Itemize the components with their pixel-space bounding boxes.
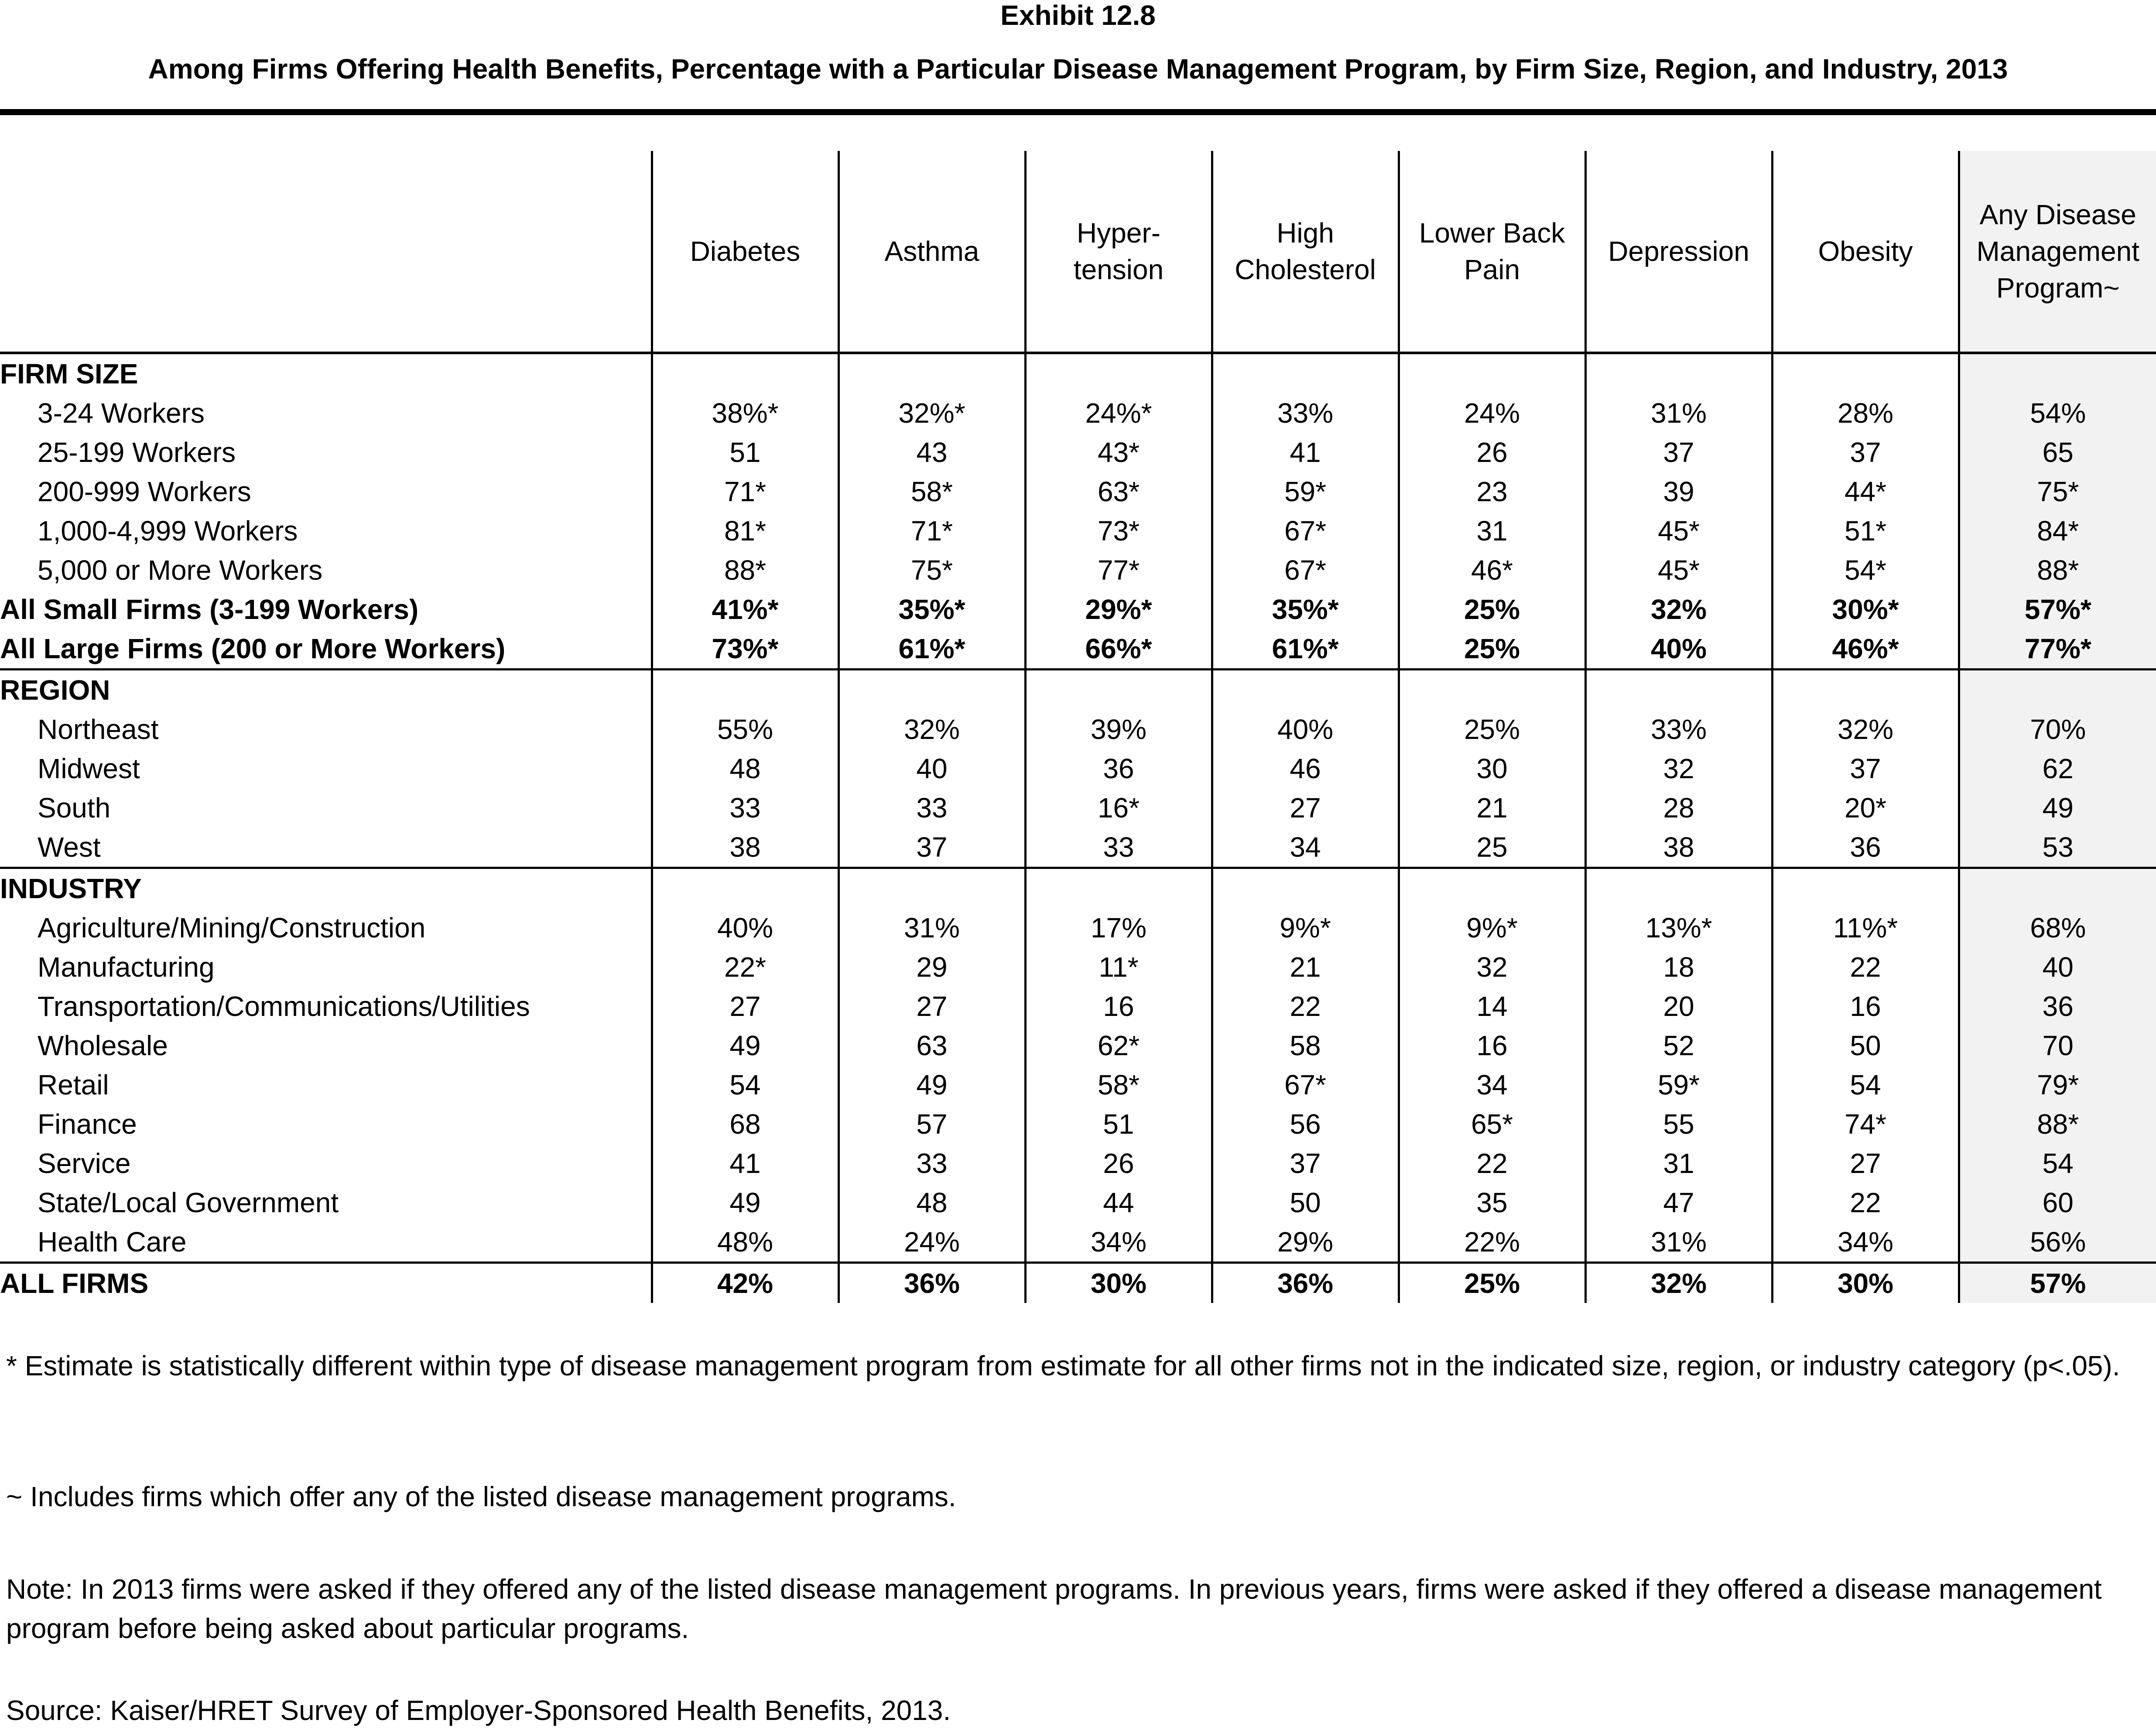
cell-value: 55: [1585, 1104, 1772, 1144]
cell-value: 11%*: [1772, 908, 1959, 947]
row-label: Midwest: [38, 753, 140, 784]
cell-value: 24%: [838, 1222, 1025, 1263]
exhibit-title: Among Firms Offering Health Benefits, Percentage with a Particular Disease Management Program, by Firm Size, Region, and Industry, 2013: [148, 53, 2008, 85]
table-row: [0, 788, 2156, 827]
cell-value: 42%: [652, 1263, 838, 1303]
cell-value: 35%*: [1212, 590, 1399, 629]
cell-value: 37: [1585, 433, 1772, 472]
cell-value: 45*: [1585, 511, 1772, 550]
table-row: [0, 550, 2156, 590]
section-industry: [0, 868, 2156, 909]
cell-value: 73*: [1025, 511, 1212, 550]
cell-value: 13%*: [1585, 908, 1772, 947]
cell-value: 35: [1399, 1183, 1585, 1222]
cell-value: 55%: [652, 710, 838, 749]
cell-value: 22*: [652, 947, 838, 987]
cell-value: 22: [1399, 1144, 1585, 1183]
cell-value: 49: [1959, 788, 2156, 827]
cell-value: 24%: [1399, 393, 1585, 433]
table-row: [0, 393, 2156, 433]
cell-value: 31%: [1585, 1222, 1772, 1263]
cell-value: 77*: [1025, 550, 1212, 590]
row-label: Finance: [38, 1108, 137, 1140]
row-label: Service: [38, 1148, 131, 1179]
cell-value: 60: [1959, 1183, 2156, 1222]
cell-value: 33: [838, 1144, 1025, 1183]
cell-value: 34: [1399, 1065, 1585, 1104]
cell-value: 74*: [1772, 1104, 1959, 1144]
cell-value: 26: [1399, 433, 1585, 472]
cell-value: 54%: [1959, 393, 2156, 433]
cell-value: 50: [1212, 1183, 1399, 1222]
cell-value: 21: [1212, 947, 1399, 987]
row-label: Transportation/Communications/Utilities: [38, 991, 530, 1022]
cell-value: 26: [1025, 1144, 1212, 1183]
row-label: Agriculture/Mining/Construction: [38, 912, 426, 944]
cell-value: 31: [1399, 511, 1585, 550]
cell-value: 71*: [652, 472, 838, 511]
cell-value: 9%*: [1399, 908, 1585, 947]
cell-value: 54: [1959, 1144, 2156, 1183]
cell-value: 88*: [652, 550, 838, 590]
cell-value: 22: [1212, 987, 1399, 1026]
table-row: [0, 947, 2156, 987]
cell-value: 36: [1025, 749, 1212, 788]
cell-value: 37: [1772, 433, 1959, 472]
cell-value: 62: [1959, 749, 2156, 788]
cell-value: 31: [1585, 1144, 1772, 1183]
cell-value: 70%: [1959, 710, 2156, 749]
title-rule: [0, 109, 2156, 115]
cell-value: 36%: [1212, 1263, 1399, 1303]
row-label: 1,000-4,999 Workers: [38, 515, 298, 547]
table-row: [0, 590, 2156, 629]
table-row: [0, 1183, 2156, 1222]
col-header-lower-back-pain: Lower Back Pain: [1399, 151, 1585, 353]
table-row: [0, 1104, 2156, 1144]
cell-value: 31%: [838, 908, 1025, 947]
cell-value: 75*: [838, 550, 1025, 590]
row-label: Wholesale: [38, 1030, 168, 1061]
cell-value: 28%: [1772, 393, 1959, 433]
row-label: West: [38, 831, 101, 863]
cell-value: 30: [1399, 749, 1585, 788]
cell-value: 53: [1959, 827, 2156, 868]
row-label: State/Local Government: [38, 1187, 339, 1218]
cell-value: 29%*: [1025, 590, 1212, 629]
col-header-hypertension: Hyper- tension: [1025, 151, 1212, 353]
row-label: 5,000 or More Workers: [38, 554, 323, 586]
cell-value: 33%: [1212, 393, 1399, 433]
cell-value: 27: [1772, 1144, 1959, 1183]
cell-value: 33: [838, 788, 1025, 827]
header-blank: [0, 151, 652, 353]
cell-value: 21: [1399, 788, 1585, 827]
col-header-depression: Depression: [1585, 151, 1772, 353]
cell-value: 61%*: [838, 629, 1025, 670]
row-label: 3-24 Workers: [38, 397, 205, 429]
cell-value: 44: [1025, 1183, 1212, 1222]
cell-value: 27: [838, 987, 1025, 1026]
disease-management-table: [0, 151, 2156, 1303]
cell-value: 43: [838, 433, 1025, 472]
cell-value: 58*: [838, 472, 1025, 511]
cell-value: 29%: [1212, 1222, 1399, 1263]
cell-value: 16: [1772, 987, 1959, 1026]
cell-value: 81*: [652, 511, 838, 550]
cell-value: 70: [1959, 1026, 2156, 1065]
cell-value: 57%: [1959, 1263, 2156, 1303]
cell-value: 61%*: [1212, 629, 1399, 670]
cell-value: 88*: [1959, 1104, 2156, 1144]
cell-value: 32: [1399, 947, 1585, 987]
cell-value: 79*: [1959, 1065, 2156, 1104]
col-header-asthma: Asthma: [838, 151, 1025, 353]
cell-value: 29: [838, 947, 1025, 987]
cell-value: 67*: [1212, 511, 1399, 550]
cell-value: 41: [1212, 433, 1399, 472]
cell-value: 56%: [1959, 1222, 2156, 1263]
cell-value: 54*: [1772, 550, 1959, 590]
cell-value: 52: [1585, 1026, 1772, 1065]
row-label: ALL FIRMS: [0, 1263, 652, 1303]
row-label: All Large Firms (200 or More Workers): [0, 633, 506, 664]
cell-value: 33: [652, 788, 838, 827]
row-label: Retail: [38, 1069, 109, 1101]
cell-value: 11*: [1025, 947, 1212, 987]
cell-value: 40%: [1585, 629, 1772, 670]
row-label: All Small Firms (3-199 Workers): [0, 594, 419, 625]
cell-value: 23: [1399, 472, 1585, 511]
cell-value: 66%*: [1025, 629, 1212, 670]
footnote-tilde: ~ Includes firms which offer any of the listed disease management programs.: [6, 1481, 956, 1512]
cell-value: 16*: [1025, 788, 1212, 827]
cell-value: 34%: [1025, 1222, 1212, 1263]
row-label: 200-999 Workers: [38, 476, 251, 507]
cell-value: 38%*: [652, 393, 838, 433]
cell-value: 25%: [1399, 710, 1585, 749]
cell-value: 41%*: [652, 590, 838, 629]
cell-value: 35%*: [838, 590, 1025, 629]
row-label: Northeast: [38, 714, 159, 745]
cell-value: 40%: [652, 908, 838, 947]
table-row: [0, 749, 2156, 788]
section-firm-size: [0, 353, 2156, 393]
cell-value: 51: [1025, 1104, 1212, 1144]
col-header-obesity: Obesity: [1772, 151, 1959, 353]
cell-value: 17%: [1025, 908, 1212, 947]
row-label: Manufacturing: [38, 951, 215, 983]
cell-value: 54: [1772, 1065, 1959, 1104]
cell-value: 18: [1585, 947, 1772, 987]
row-label: South: [38, 792, 111, 824]
cell-value: 45*: [1585, 550, 1772, 590]
cell-value: 59*: [1585, 1065, 1772, 1104]
col-header-high-cholesterol: High Cholesterol: [1212, 151, 1399, 353]
cell-value: 47: [1585, 1183, 1772, 1222]
table-row: [0, 433, 2156, 472]
cell-value: 27: [652, 987, 838, 1026]
cell-value: 27: [1212, 788, 1399, 827]
cell-value: 22%: [1399, 1222, 1585, 1263]
cell-value: 77%*: [1959, 629, 2156, 670]
cell-value: 30%: [1025, 1263, 1212, 1303]
cell-value: 57%*: [1959, 590, 2156, 629]
cell-value: 68%: [1959, 908, 2156, 947]
table-row: [0, 1222, 2156, 1263]
col-header-any-program: Any Disease Management Program~: [1959, 151, 2156, 353]
section-label: REGION: [0, 670, 652, 710]
cell-value: 49: [838, 1065, 1025, 1104]
cell-value: 25: [1399, 827, 1585, 868]
cell-value: 40: [838, 749, 1025, 788]
cell-value: 43*: [1025, 433, 1212, 472]
cell-value: 25%: [1399, 1263, 1585, 1303]
cell-value: 37: [838, 827, 1025, 868]
footnote-asterisk: * Estimate is statistically different within type of disease management program from estimate for all other firms not in the indicated size, region, or industry category (p<.05).: [6, 1350, 2120, 1381]
cell-value: 16: [1399, 1026, 1585, 1065]
cell-value: 46%*: [1772, 629, 1959, 670]
cell-value: 36: [1772, 827, 1959, 868]
cell-value: 34: [1212, 827, 1399, 868]
cell-value: 25%: [1399, 629, 1585, 670]
table-row: [0, 472, 2156, 511]
cell-value: 32: [1585, 749, 1772, 788]
section-region: [0, 670, 2156, 710]
cell-value: 73%*: [652, 629, 838, 670]
cell-value: 56: [1212, 1104, 1399, 1144]
cell-value: 36%: [838, 1263, 1025, 1303]
cell-value: 59*: [1212, 472, 1399, 511]
cell-value: 31%: [1585, 393, 1772, 433]
cell-value: 30%*: [1772, 590, 1959, 629]
cell-value: 28: [1585, 788, 1772, 827]
source-note: Source: Kaiser/HRET Survey of Employer-Sponsored Health Benefits, 2013.: [6, 1695, 951, 1726]
cell-value: 57: [838, 1104, 1025, 1144]
table-row: [0, 1026, 2156, 1065]
cell-value: 44*: [1772, 472, 1959, 511]
cell-value: 62*: [1025, 1026, 1212, 1065]
cell-value: 46*: [1399, 550, 1585, 590]
cell-value: 39: [1585, 472, 1772, 511]
cell-value: 54: [652, 1065, 838, 1104]
table-row: [0, 511, 2156, 550]
cell-value: 32%*: [838, 393, 1025, 433]
cell-value: 36: [1959, 987, 2156, 1026]
cell-value: 20*: [1772, 788, 1959, 827]
table-row: [0, 1263, 2156, 1303]
cell-value: 58: [1212, 1026, 1399, 1065]
cell-value: 16: [1025, 987, 1212, 1026]
cell-value: 33: [1025, 827, 1212, 868]
cell-value: 33%: [1585, 710, 1772, 749]
row-label: 25-199 Workers: [38, 437, 236, 468]
cell-value: 58*: [1025, 1065, 1212, 1104]
cell-value: 63: [838, 1026, 1025, 1065]
cell-value: 32%: [1585, 1263, 1772, 1303]
cell-value: 51: [652, 433, 838, 472]
header-row: [0, 151, 2156, 353]
cell-value: 37: [1212, 1144, 1399, 1183]
cell-value: 22: [1772, 1183, 1959, 1222]
cell-value: 40%: [1212, 710, 1399, 749]
cell-value: 67*: [1212, 1065, 1399, 1104]
cell-value: 48: [652, 749, 838, 788]
cell-value: 67*: [1212, 550, 1399, 590]
section-label: INDUSTRY: [0, 868, 652, 909]
cell-value: 48%: [652, 1222, 838, 1263]
cell-value: 14: [1399, 987, 1585, 1026]
cell-value: 24%*: [1025, 393, 1212, 433]
cell-value: 40: [1959, 947, 2156, 987]
table-row: [0, 987, 2156, 1026]
cell-value: 25%: [1399, 590, 1585, 629]
cell-value: 50: [1772, 1026, 1959, 1065]
cell-value: 46: [1212, 749, 1399, 788]
cell-value: 38: [652, 827, 838, 868]
cell-value: 84*: [1959, 511, 2156, 550]
col-header-diabetes: Diabetes: [652, 151, 838, 353]
cell-value: 34%: [1772, 1222, 1959, 1263]
footnote-note: Note: In 2013 firms were asked if they offered any of the listed disease management programs. In previous years, firms were asked if they offered a disease management program before being asked about particular programs.: [6, 1573, 2102, 1644]
cell-value: 48: [838, 1183, 1025, 1222]
cell-value: 9%*: [1212, 908, 1399, 947]
cell-value: 22: [1772, 947, 1959, 987]
cell-value: 37: [1772, 749, 1959, 788]
cell-value: 41: [652, 1144, 838, 1183]
exhibit-number: Exhibit 12.8: [1000, 0, 1156, 31]
cell-value: 38: [1585, 827, 1772, 868]
row-label: Health Care: [38, 1226, 187, 1258]
table-row: [0, 629, 2156, 670]
cell-value: 49: [652, 1026, 838, 1065]
section-label: FIRM SIZE: [0, 358, 138, 390]
table-row: [0, 827, 2156, 868]
cell-value: 63*: [1025, 472, 1212, 511]
cell-value: 32%: [1772, 710, 1959, 749]
table-row: [0, 908, 2156, 947]
cell-value: 88*: [1959, 550, 2156, 590]
cell-value: 65*: [1399, 1104, 1585, 1144]
cell-value: 65: [1959, 433, 2156, 472]
cell-value: 20: [1585, 987, 1772, 1026]
cell-value: 30%: [1772, 1263, 1959, 1303]
table-row: [0, 1065, 2156, 1104]
cell-value: 71*: [838, 511, 1025, 550]
table-row: [0, 710, 2156, 749]
cell-value: 68: [652, 1104, 838, 1144]
table-row: [0, 1144, 2156, 1183]
cell-value: 32%: [1585, 590, 1772, 629]
cell-value: 32%: [838, 710, 1025, 749]
cell-value: 75*: [1959, 472, 2156, 511]
cell-value: 39%: [1025, 710, 1212, 749]
cell-value: 51*: [1772, 511, 1959, 550]
cell-value: 49: [652, 1183, 838, 1222]
